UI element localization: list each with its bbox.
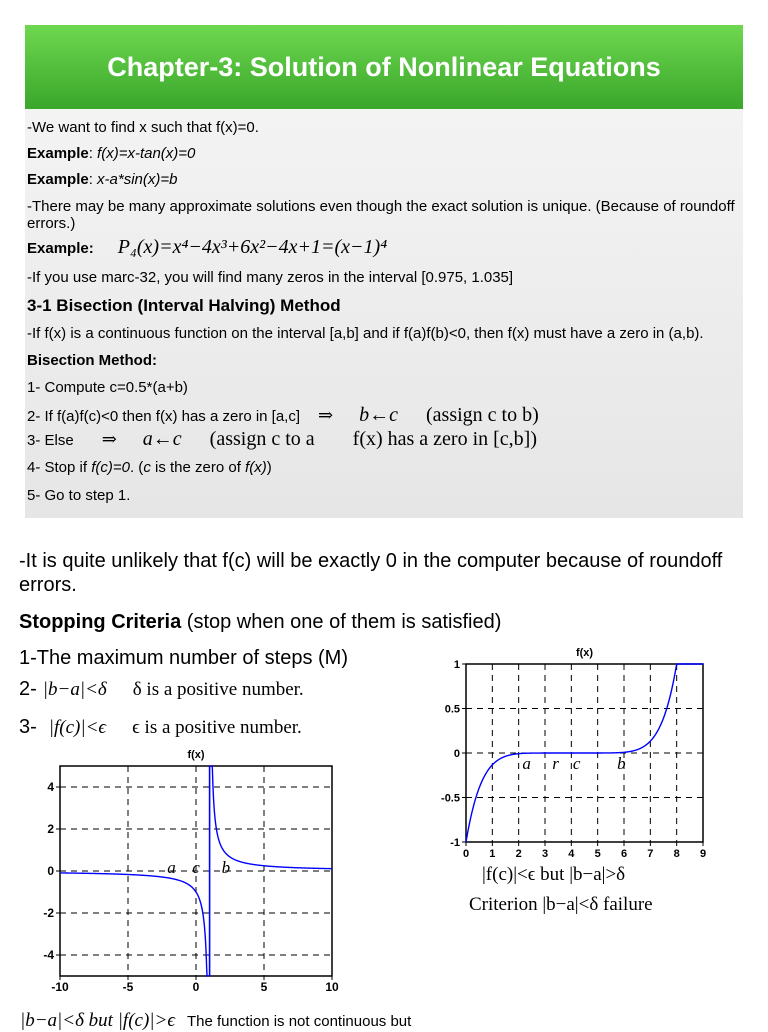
- chart-title: f(x): [575, 647, 594, 659]
- point-label-c: c: [572, 754, 581, 773]
- bottom-text: The function is not continuous but: [187, 1013, 412, 1030]
- x-tick-label: 4: [568, 848, 575, 860]
- step-1: 1- Compute c=0.5*(a+b): [27, 379, 188, 396]
- x-tick-label: 8: [673, 848, 680, 860]
- step-2-note: (assign c to b): [426, 404, 539, 426]
- x-tick-label: 7: [647, 848, 654, 860]
- step-3-text: 3- Else: [27, 432, 74, 449]
- implies-icon: ⇒: [101, 429, 117, 449]
- slide-panel: [25, 25, 743, 518]
- step-4-prefix: 4- Stop if: [27, 459, 92, 476]
- y-tick-label: -4: [43, 948, 54, 962]
- step-3-assign: a←c: [142, 428, 182, 450]
- x-tick-label: -5: [122, 980, 134, 994]
- criterion-2: [19, 678, 304, 701]
- function-curve: [210, 766, 332, 869]
- y-tick-label: 2: [47, 822, 54, 836]
- step-3-note: (assign c to a: [209, 428, 315, 450]
- example-2-text: x-a*sin(x)=b: [97, 171, 178, 188]
- example-3-label: Example:: [27, 240, 94, 257]
- right-chart-caption-1: |f(c)|<ϵ but |b−a|>δ: [482, 864, 626, 885]
- stopping-criteria-label: Stopping Criteria: [19, 611, 182, 633]
- point-label-b: b: [617, 754, 626, 773]
- chart-title: f(x): [187, 749, 205, 761]
- step-5: 5- Go to step 1.: [27, 487, 131, 504]
- y-tick-label: 0.5: [444, 703, 460, 716]
- method-heading: Bisection Method:: [27, 352, 158, 369]
- x-tick-label: 0: [462, 848, 470, 860]
- step-3-tail: f(x) has a zero in [c,b]): [352, 428, 538, 450]
- x-tick-label: 5: [260, 980, 268, 994]
- step-4-fx: f(x): [245, 459, 267, 476]
- y-tick-label: -2: [43, 906, 54, 920]
- example-2: Example: x-a*sin(x)=b: [27, 171, 178, 188]
- criterion-2-text: δ is a positive number.: [132, 679, 304, 700]
- right-chart-caption-2: Criterion |b−a|<δ failure: [469, 894, 653, 915]
- point-label-b: b: [221, 858, 231, 877]
- method-label: Bisection Method: [27, 352, 153, 369]
- step-2-assign: b←c: [359, 404, 399, 426]
- roundoff-note: -It is quite unlikely that f(c) will be exactly 0 in the computer because of roundoff errors.: [19, 550, 723, 596]
- step-4-condition: f(c)=0: [91, 459, 130, 476]
- step-4-end: ): [266, 459, 272, 476]
- x-tick-label: 5: [594, 848, 601, 860]
- x-tick-label: 9: [699, 848, 707, 860]
- slide-title: Chapter-3: Solution of Nonlinear Equations: [107, 51, 661, 82]
- x-tick-label: 10: [325, 980, 339, 994]
- point-label-r: r: [552, 754, 559, 773]
- section-heading: 3-1 Bisection (Interval Halving) Method: [27, 296, 341, 315]
- criterion-3: [19, 716, 302, 739]
- y-tick-label: 4: [47, 780, 54, 794]
- point-label-a: a: [167, 858, 176, 877]
- x-tick-label: 2: [515, 848, 522, 860]
- example-1: Example: f(x)=x-tan(x)=0: [27, 145, 196, 162]
- uniqueness-note: -There may be many approximate solutions even though the exact solution is unique. (Because of roundoff errors.): [27, 198, 735, 232]
- polynomial-equation: P₄(x)=x⁴−4x³+6x²−4x+1=(x−1)⁴: [117, 236, 388, 258]
- point-label-c: c: [192, 858, 200, 877]
- example-label: Example: [27, 145, 89, 162]
- y-tick-label: 1: [453, 659, 460, 671]
- criterion-3-math: |f(c)|<ϵ: [48, 717, 107, 738]
- step-4-mid: . (: [129, 459, 144, 476]
- criterion-1: 1-The maximum number of steps (M): [19, 647, 348, 669]
- x-tick-label: 6: [620, 848, 628, 860]
- implies-icon: ⇒: [318, 405, 334, 425]
- criterion-3-num: 3-: [19, 716, 37, 738]
- y-tick-label: -0.5: [441, 792, 460, 805]
- bottom-math: |b−a|<δ but |f(c)|>ϵ: [20, 1010, 175, 1031]
- criterion-2-math: |b−a|<δ: [42, 679, 107, 700]
- example-label: Example: [27, 171, 89, 188]
- stopping-criteria-desc: (stop when one of them is satisfied): [181, 611, 502, 633]
- marc32-note: -If you use marc-32, you will find many zeros in the interval [0.975, 1.035]: [27, 269, 514, 286]
- point-label-a: a: [522, 754, 531, 773]
- step-4-c: c: [143, 459, 151, 476]
- function-curve: [60, 873, 209, 976]
- step-2-text: 2- If f(a)f(c)<0 then f(x) has a zero in [a,c]: [27, 408, 301, 425]
- x-tick-label: -10: [51, 980, 69, 994]
- y-tick-label: -1: [450, 837, 460, 849]
- example-3: [27, 236, 387, 259]
- stopping-criteria: [19, 611, 501, 634]
- bottom-line: [20, 1010, 411, 1032]
- step-2: [27, 404, 539, 427]
- discontinuous-function-chart: [20, 738, 350, 1006]
- example-1-text: f(x)=x-tan(x)=0: [97, 145, 196, 162]
- criterion-2-num: 2-: [19, 678, 37, 700]
- step-4: [27, 459, 272, 476]
- x-tick-label: 3: [541, 848, 549, 860]
- y-tick-label: 0: [47, 864, 54, 878]
- continuity-condition: -If f(x) is a continuous function on the interval [a,b] and if f(a)f(b)<0, then f(x) must have a zero in (a,b).: [27, 325, 704, 342]
- intro-line: -We want to find x such that f(x)=0.: [27, 119, 259, 136]
- slide-title-banner: [25, 25, 743, 109]
- x-tick-label: 0: [192, 980, 200, 994]
- criterion-3-text: ϵ is a positive number.: [132, 717, 302, 738]
- flat-function-chart: [430, 640, 720, 865]
- y-tick-label: 0: [453, 748, 460, 760]
- step-3: [27, 428, 537, 451]
- step-4-is: is the zero of: [150, 459, 246, 476]
- x-tick-label: 1: [489, 848, 496, 860]
